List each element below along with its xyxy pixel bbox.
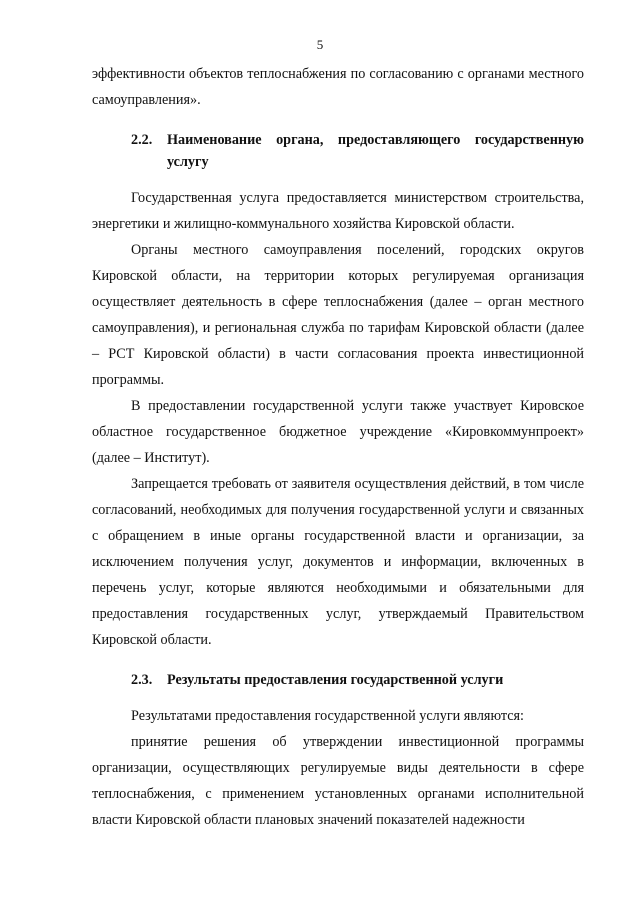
paragraph-continuation: эффективности объектов теплоснабжения по согласованию с органами местного самоуправления». (92, 66, 584, 108)
section-title: Наименование органа, предоставляющего государственную услугу (167, 132, 584, 170)
page-number: 5 (316, 37, 324, 52)
paragraph: В предоставлении государственной услуги также участвует Кировское областное государственное бюджетное учреждение «Кировкоммунпроект» (далее – Институт). (92, 398, 584, 466)
paragraph: принятие решения об утверждении инвестиционной программы организации, осуществляющих регулируемые виды деятельности в сфере теплоснабжения, с применением установленных органами исполнительной власти Кировской области плановых значений показателей надежности (92, 734, 584, 828)
section-title: Результаты предоставления государственной услуги (167, 672, 504, 688)
paragraph: Государственная услуга предоставляется министерством строительства, энергетики и жилищно-коммунального хозяйства Кировской области. (92, 190, 584, 232)
document-body (92, 61, 584, 833)
paragraph: Результатами предоставления государственной услуги являются: (131, 708, 525, 724)
paragraph: Запрещается требовать от заявителя осуществления действий, в том числе согласований, необходимых для получения государственной услуги и связанных с обращением в иные органы государственной власти и организации, за исключением получения услуг, документов и информации, включенных в перечень услуг, которые являются необходимыми и обязательными для предоставления государственных услуг, утверждаемый Правительством Кировской области. (92, 476, 584, 648)
section-heading-2-3 (92, 669, 584, 691)
section-heading-2-2 (92, 129, 584, 173)
section-number: 2.3. (131, 672, 153, 688)
paragraph: Органы местного самоуправления поселений, городских округов Кировской области, на территории которых регулируемая организация осуществляет деятельность в сфере теплоснабжения (далее – орган местного самоуправления), и региональная служба по тарифам Кировской области (далее – РСТ Кировской области) в части согласования проекта инвестиционной программы. (92, 242, 584, 388)
section-number: 2.2. (131, 132, 153, 148)
